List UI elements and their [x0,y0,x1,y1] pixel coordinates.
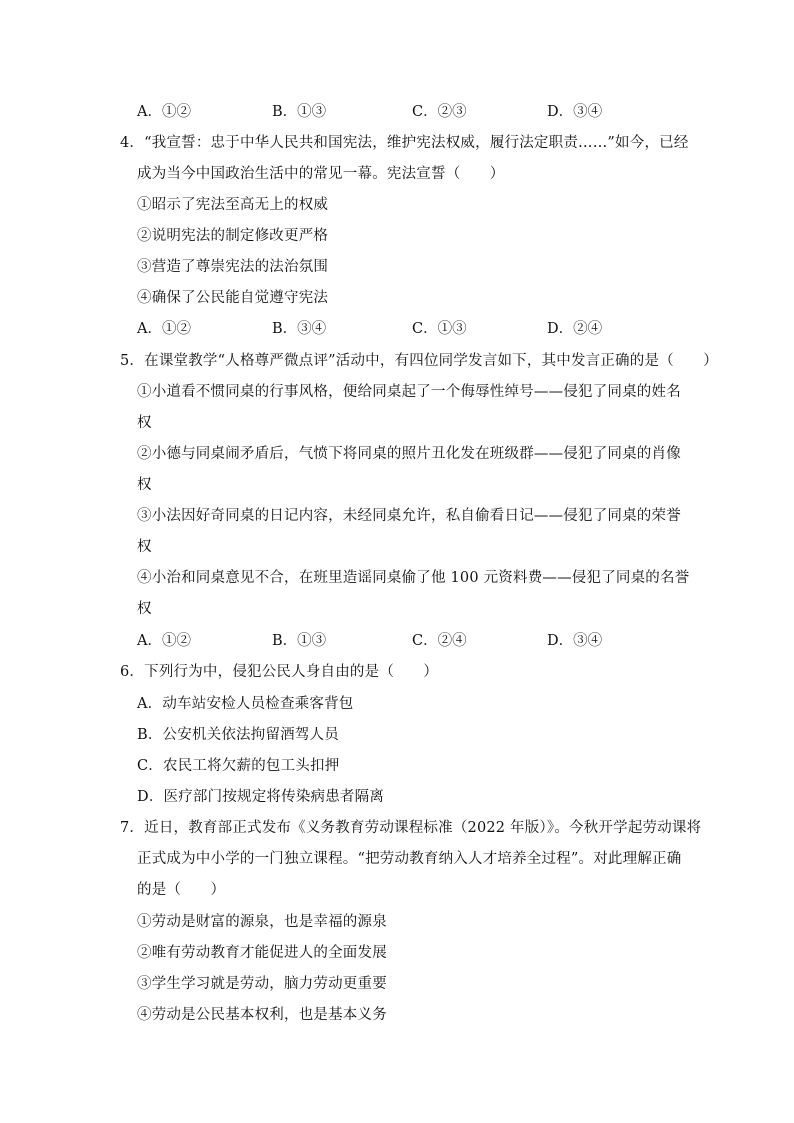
q5-option-d[interactable]: D．③④ [547,633,603,649]
q4-stem-line-2: 成为当今中国政治生活中的常见一幕。宪法宣誓（ ） [137,166,505,182]
q5-item-1-cont: 权 [137,415,152,431]
q6-stem: 6．下列行为中，侵犯公民人身自由的是（ ） [120,664,439,680]
q5-item-4-cont: 权 [137,601,152,617]
q5-item-2-cont: 权 [137,477,152,493]
q4-option-b[interactable]: B．③④ [272,321,327,337]
q5-option-a[interactable]: A．①② [137,633,191,649]
q3-options [137,102,697,122]
q4-option-d[interactable]: D．②④ [547,321,603,337]
q7-item-2: ②唯有劳动教育才能促进人的全面发展 [137,945,387,961]
q7-item-1: ①劳动是财富的源泉，也是幸福的源泉 [137,914,387,930]
q7-item-4: ④劳动是公民基本权利，也是基本义务 [137,1007,387,1023]
q4-item-3: ③营造了尊崇宪法的法治氛围 [137,259,329,275]
q5-item-3-cont: 权 [137,539,152,555]
q4-stem-line-1: 4．“我宣誓：忠于中华人民共和国宪法，维护宪法权威，履行法定职责……”如今，已经 [120,135,689,151]
q7-item-3: ③学生学习就是劳动，脑力劳动更重要 [137,976,387,992]
q5-option-b[interactable]: B．①③ [272,633,327,649]
q7-stem-line-1: 7．近日，教育部正式发布《义务教育劳动课程标准（2022 年版）》。今秋开学起劳动课将 [120,820,702,836]
q7-stem-line-3: 的是（ ） [137,882,226,898]
q4-item-4: ④确保了公民能自觉遵守宪法 [137,290,329,306]
q3-option-a[interactable]: A．①② [137,104,191,120]
q5-item-2: ②小德与同桌闹矛盾后，气愤下将同桌的照片丑化发在班级群——侵犯了同桌的肖像 [137,446,681,462]
q3-option-b[interactable]: B．①③ [272,104,327,120]
q6-option-c[interactable]: C．农民工将欠薪的包工头扣押 [137,758,340,774]
q4-option-a[interactable]: A．①② [137,321,191,337]
q5-item-3: ③小法因好奇同桌的日记内容，未经同桌允许，私自偷看日记——侵犯了同桌的荣誉 [137,508,681,524]
q5-item-4: ④小治和同桌意见不合，在班里造谣同桌偷了他 100 元资料费——侵犯了同桌的名誉 [137,570,690,586]
q4-item-2: ②说明宪法的制定修改更严格 [137,228,329,244]
q3-option-d[interactable]: D．③④ [547,104,603,120]
q5-item-1: ①小道看不惯同桌的行事风格，便给同桌起了一个侮辱性绰号——侵犯了同桌的姓名 [137,384,681,400]
q4-options [137,319,697,339]
q5-option-c[interactable]: C．②④ [412,633,467,649]
q5-options [137,631,697,651]
q6-option-a[interactable]: A．动车站安检人员检查乘客背包 [137,696,354,712]
q3-option-c[interactable]: C．②③ [412,104,467,120]
q6-option-d[interactable]: D．医疗部门按规定将传染病患者隔离 [137,789,385,805]
q5-stem: 5．在课堂教学“人格尊严微点评”活动中，有四位同学发言如下，其中发言正确的是（ ） [120,353,718,369]
q6-option-b[interactable]: B．公安机关依法拘留酒驾人员 [137,727,339,743]
q4-item-1: ①昭示了宪法至高无上的权威 [137,197,329,213]
q7-stem-line-2: 正式成为中小学的一门独立课程。“把劳动教育纳入人才培养全过程”。对此理解正确 [137,851,682,867]
q4-option-c[interactable]: C．①③ [412,321,467,337]
